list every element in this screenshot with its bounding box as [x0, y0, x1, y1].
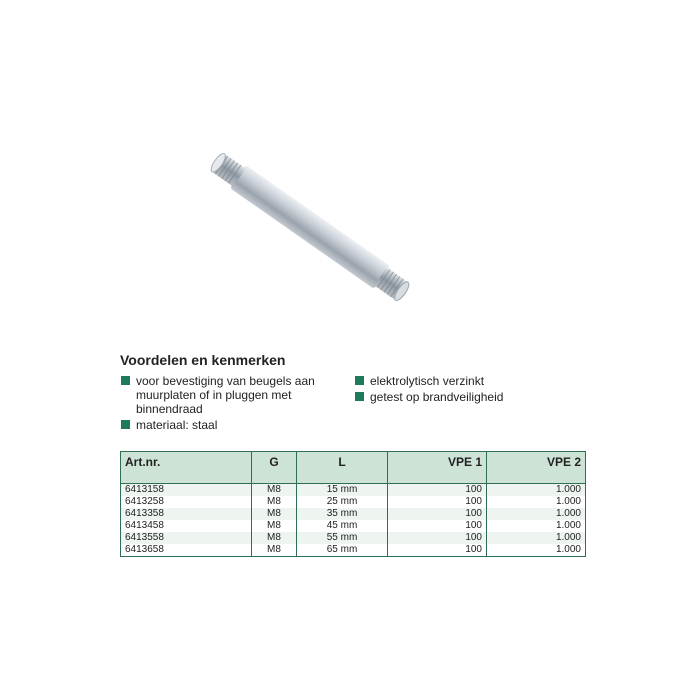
cell-vpe2: 1.000 [487, 532, 586, 544]
square-bullet-icon [355, 376, 364, 385]
spec-table [120, 451, 586, 557]
cell-l: 65 mm [297, 544, 388, 557]
square-bullet-icon [355, 392, 364, 401]
header-g: G [252, 452, 297, 484]
table-row [121, 484, 586, 497]
feature-item [120, 374, 340, 416]
header-vpe2: VPE 2 [487, 452, 586, 484]
cell-vpe1: 100 [388, 496, 487, 508]
square-bullet-icon [121, 376, 130, 385]
cell-vpe1: 100 [388, 484, 487, 497]
cell-vpe2: 1.000 [487, 520, 586, 532]
cell-g: M8 [252, 544, 297, 557]
cell-g: M8 [252, 496, 297, 508]
cell-art-nr: 6413158 [121, 484, 252, 497]
features-title: Voordelen en kenmerken [120, 352, 286, 368]
header-l: L [297, 452, 388, 484]
cell-vpe1: 100 [388, 544, 487, 557]
table-row [121, 544, 586, 557]
cell-art-nr: 6413658 [121, 544, 252, 557]
cell-vpe1: 100 [388, 520, 487, 532]
cell-vpe2: 1.000 [487, 484, 586, 497]
feature-text: getest op brandveiligheid [370, 390, 504, 404]
cell-g: M8 [252, 520, 297, 532]
feature-text: materiaal: staal [136, 418, 218, 432]
cell-art-nr: 6413358 [121, 508, 252, 520]
feature-text: elektrolytisch verzinkt [370, 374, 485, 388]
cell-g: M8 [252, 508, 297, 520]
table-row [121, 520, 586, 532]
header-vpe1: VPE 1 [388, 452, 487, 484]
header-art-nr: Art.nr. [121, 452, 252, 484]
cell-art-nr: 6413458 [121, 520, 252, 532]
table-row [121, 496, 586, 508]
cell-l: 45 mm [297, 520, 388, 532]
cell-vpe2: 1.000 [487, 508, 586, 520]
feature-text: voor bevestiging van beugels aan muurplaten of in pluggen met binnendraad [136, 374, 315, 416]
cell-vpe2: 1.000 [487, 496, 586, 508]
cell-g: M8 [252, 484, 297, 497]
cell-l: 25 mm [297, 496, 388, 508]
cell-art-nr: 6413258 [121, 496, 252, 508]
cell-l: 35 mm [297, 508, 388, 520]
table-header-row [121, 452, 586, 484]
cell-vpe1: 100 [388, 508, 487, 520]
cell-l: 15 mm [297, 484, 388, 497]
square-bullet-icon [121, 420, 130, 429]
cell-l: 55 mm [297, 532, 388, 544]
table-row [121, 508, 586, 520]
table-row [121, 532, 586, 544]
feature-item [354, 374, 584, 388]
cell-vpe1: 100 [388, 532, 487, 544]
product-image-threaded-rod [190, 140, 430, 315]
features-list-left [120, 374, 340, 434]
cell-art-nr: 6413558 [121, 532, 252, 544]
features-list-right [354, 374, 584, 406]
cell-g: M8 [252, 532, 297, 544]
feature-item [354, 390, 584, 404]
feature-item [120, 418, 340, 432]
threaded-rod-illustration [190, 140, 430, 315]
cell-vpe2: 1.000 [487, 544, 586, 557]
